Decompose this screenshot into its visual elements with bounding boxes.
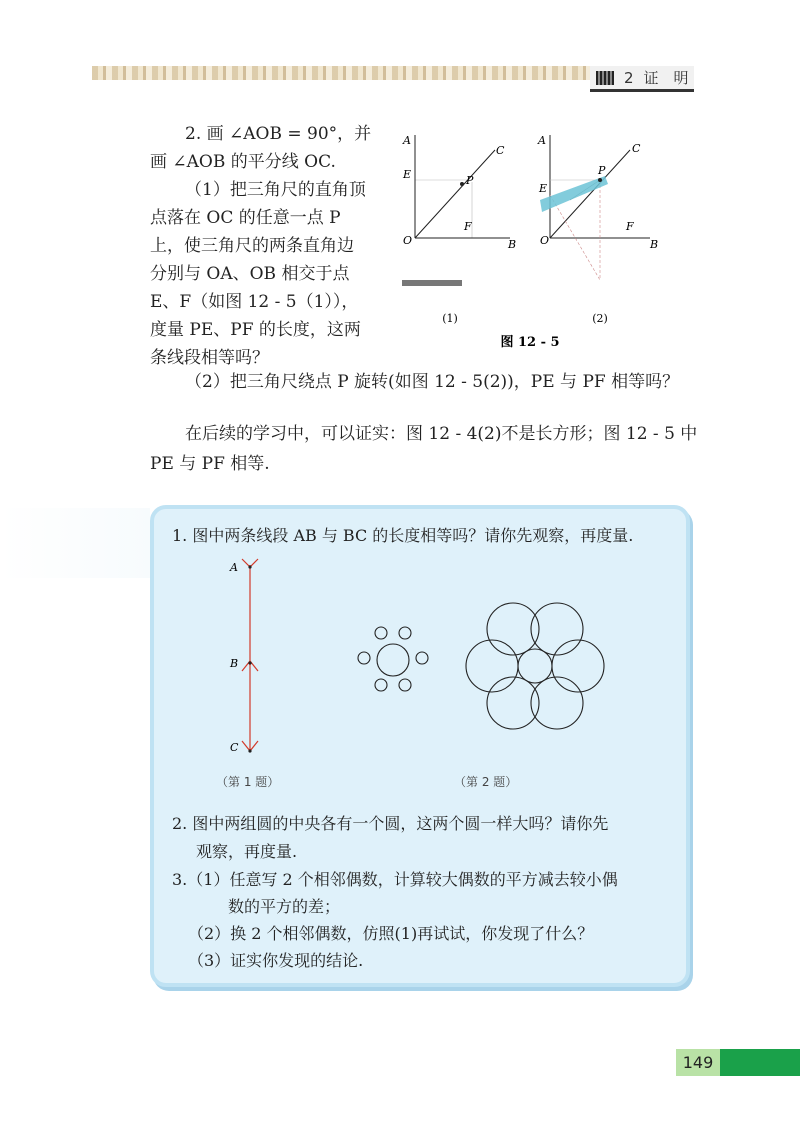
problem2-line-7: E、F（如图 12 - 5（1））， [150, 292, 359, 312]
fig-sub1-caption: (1) [442, 312, 458, 325]
conclusion-line-2: PE 与 PF 相等. [150, 454, 270, 474]
exercise-q3-line-4: （3）证实你发现的结论. [188, 951, 364, 970]
exercise2-caption: （第 2 题） [454, 775, 518, 789]
problem2-line-6: 分别与 OA、OB 相交于点 [150, 264, 350, 284]
section-number: 2 [624, 68, 634, 87]
exercise-q2-line-1: 2. 图中两组圆的中央各有一个圆，这两个圆一样大吗？请你先 [172, 814, 609, 833]
ex1-label-C: C [230, 741, 239, 754]
label-P2: P [598, 164, 606, 177]
exercise-q3-line-1: 3.（1）任意写 2 个相邻偶数，计算较大偶数的平方减去较小偶 [172, 870, 618, 889]
ex1-label-A: A [230, 561, 238, 574]
figure-12-5-caption: 图 12 - 5 [500, 335, 560, 350]
problem2-line-3: （1）把三角尺的直角顶 [185, 180, 366, 200]
exercise2-figure [350, 600, 620, 740]
exercise-q3-line-3: （2）换 2 个相邻偶数，仿照(1)再试试，你发现了什么？ [188, 924, 594, 943]
page-number: 149 [676, 1049, 720, 1076]
label-B2: B [650, 238, 659, 251]
problem2-line-2: 画 ∠AOB 的平分线 OC. [150, 152, 336, 172]
bookmark-icon [596, 71, 614, 85]
exercise1-figure [220, 555, 280, 760]
label-C: C [496, 144, 505, 157]
exercise1-caption: （第 1 题） [216, 775, 280, 789]
ruler-icon [402, 280, 462, 286]
fig-sub2-caption: (2) [592, 312, 608, 325]
exercise-side-tab [0, 508, 150, 578]
problem2-line-9: 条线段相等吗？ [150, 348, 269, 368]
label-E2: E [539, 182, 548, 195]
figure-12-5-part2 [537, 134, 658, 325]
ex1-label-B: B [230, 657, 239, 670]
section-header [590, 66, 694, 92]
label-A: A [403, 134, 411, 147]
label-O2: O [540, 234, 550, 247]
label-F2: F [626, 220, 634, 233]
exercise-q3-line-2: 数的平方的差； [228, 897, 341, 916]
label-B: B [508, 238, 517, 251]
problem2-line-5: 上，使三角尺的两条直角边 [150, 236, 354, 256]
label-P: P [466, 174, 474, 187]
figure-12-5 [390, 120, 690, 360]
label-O: O [403, 234, 413, 247]
conclusion-line-1: 在后续的学习中，可以证实：图 12 - 4(2)不是长方形；图 12 - 5 中 [185, 424, 698, 444]
label-F: F [464, 220, 472, 233]
problem2-line-10: （2）把三角尺绕点 P 旋转(如图 12 - 5(2))，PE 与 PF 相等吗？ [185, 372, 680, 392]
page-footer-bar [720, 1049, 800, 1076]
problem2-line-4: 点落在 OC 的任意一点 P [150, 208, 341, 228]
label-E: E [403, 168, 412, 181]
small-circle-group [358, 627, 428, 691]
figure-12-5-part1 [402, 134, 516, 325]
problem2-line-8: 度量 PE、PF 的长度，这两 [150, 320, 361, 340]
exercise-q2-line-2: 观察，再度量. [196, 842, 298, 861]
label-C2: C [632, 142, 641, 155]
large-circle-group [466, 603, 604, 729]
label-A2: A [538, 134, 546, 147]
exercise-q1: 1. 图中两条线段 AB 与 BC 的长度相等吗？请你先观察，再度量. [172, 526, 634, 545]
header-decoration [92, 66, 602, 80]
section-title: 证 明 [643, 69, 689, 87]
problem2-line-1: 2. 画 ∠AOB = 90°，并 [185, 124, 372, 144]
